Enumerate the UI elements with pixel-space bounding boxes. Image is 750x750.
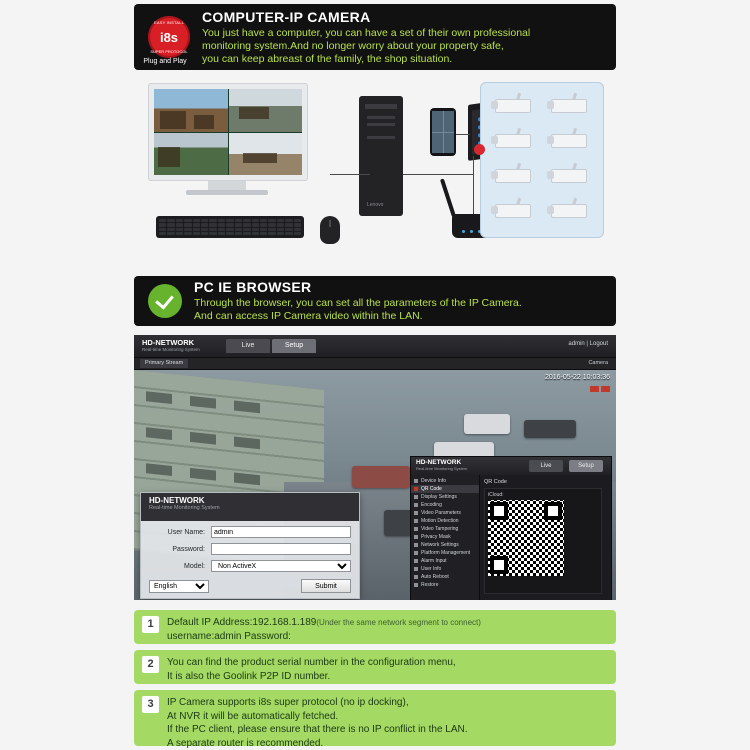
ip-camera — [487, 126, 541, 159]
browser-logo — [142, 338, 200, 352]
banner-camera-title: COMPUTER-IP CAMERA — [202, 8, 371, 25]
username-input[interactable] — [211, 526, 351, 538]
ip-camera — [543, 91, 597, 124]
bullet-icon — [414, 551, 418, 555]
bullet-icon — [414, 495, 418, 499]
username-row — [149, 526, 351, 538]
ip-camera — [543, 196, 597, 229]
banner-camera-line-1: You just have a computer, you can have a set of their own professional — [202, 26, 531, 39]
menu-item-label: Privacy Mask — [421, 534, 451, 540]
setup-window-body — [411, 475, 611, 600]
step-1-muted: (Under the same network segment to connect) — [316, 618, 481, 627]
banner-computer-ip-camera — [134, 4, 616, 70]
badge-bottom-text: SUPER PROTOCOL — [150, 49, 188, 54]
step-1-main: Default IP Address:192.168.1.189 — [167, 617, 317, 628]
bullet-icon — [414, 527, 418, 531]
step-3-line-2: At NVR it will be automatically fetched. — [167, 710, 339, 722]
camera-label: Camera — [588, 360, 608, 366]
badge-top-text: EASY INSTALL — [153, 20, 185, 25]
setup-content — [480, 475, 611, 600]
setup-window-logo — [416, 459, 467, 471]
model-row — [149, 560, 351, 572]
stream-selector[interactable]: Primary Stream — [140, 359, 188, 368]
setup-menu — [411, 475, 480, 600]
flag-indicators — [590, 386, 610, 392]
cable-nvr-router — [473, 156, 474, 214]
menu-item-label: Restore — [421, 582, 439, 588]
step-3-main: IP Camera supports i8s super protocol (no ip docking), — [167, 697, 409, 708]
vehicle — [464, 414, 510, 434]
banner-camera-line-3: you can keep abreast of the family, the shop situation. — [202, 52, 453, 65]
vehicle — [524, 420, 576, 438]
step-2 — [134, 650, 616, 684]
pc-tower — [359, 96, 403, 216]
video-timestamp: 2016-05-22 10:03:36 — [545, 374, 610, 381]
username-label: User Name: — [167, 528, 205, 536]
submit-button[interactable]: Submit — [301, 579, 351, 593]
menu-item-display-settings[interactable] — [411, 493, 479, 501]
step-2-number: 2 — [142, 656, 159, 673]
banner-camera-line-2: monitoring system.And no longer worry about your property safe, — [202, 39, 504, 52]
bullet-icon — [414, 511, 418, 515]
live-video-area — [134, 370, 616, 600]
login-footer — [149, 579, 351, 593]
menu-item-user-info[interactable] — [411, 565, 479, 573]
login-header — [141, 493, 359, 521]
menu-item-label: User Info — [421, 566, 442, 572]
bullet-icon — [414, 535, 418, 539]
banner-browser-line-1: Through the browser, you can set all the parameters of the IP Camera. — [194, 297, 522, 309]
menu-item-label: Video Parameters — [421, 510, 461, 516]
camera-tile-4 — [229, 133, 303, 176]
qr-panel — [484, 488, 602, 594]
tab-setup[interactable]: Setup — [272, 339, 316, 353]
setup-content-title: QR Code — [484, 479, 507, 485]
smartphone — [430, 108, 456, 156]
mouse — [320, 216, 340, 244]
bullet-icon — [414, 479, 418, 483]
menu-item-label: Platform Management — [421, 550, 471, 556]
qr-label: iCloud: — [488, 492, 504, 498]
step-2-main: You can find the product serial number in the configuration menu, — [167, 657, 456, 668]
ip-camera — [543, 126, 597, 159]
setup-window — [410, 456, 612, 600]
step-2-text — [167, 656, 456, 683]
banner-browser-line-2: And can access IP Camera video within the LAN. — [194, 310, 423, 322]
browser-screenshot — [134, 335, 616, 600]
step-2-line-2: It is also the Goolink P2P ID number. — [167, 670, 331, 682]
step-3-number: 3 — [142, 696, 159, 713]
ip-camera — [543, 161, 597, 194]
login-dialog — [140, 492, 360, 599]
banner-camera-body — [202, 9, 616, 66]
menu-item-label: Auto Reboot — [421, 574, 449, 580]
camera-tile-1 — [154, 89, 228, 132]
menu-item-restore[interactable] — [411, 581, 479, 589]
banner-browser-body — [194, 279, 616, 323]
menu-item-platform-management[interactable] — [411, 549, 479, 557]
password-label: Password: — [172, 545, 205, 553]
ip-camera — [487, 196, 541, 229]
bullet-icon — [414, 583, 418, 587]
monitor-screen — [154, 89, 302, 175]
check-icon — [148, 284, 182, 318]
menu-item-label: Display Settings — [421, 494, 457, 500]
setup-window-tab-live[interactable]: Live — [529, 460, 563, 472]
vehicle — [352, 466, 410, 488]
menu-item-video-parameters[interactable] — [411, 509, 479, 517]
model-select[interactable] — [211, 560, 351, 572]
menu-item-label: Encoding — [421, 502, 442, 508]
menu-item-alarm-input[interactable] — [411, 557, 479, 565]
bullet-icon — [414, 543, 418, 547]
bullet-icon — [414, 575, 418, 579]
menu-item-network-settings[interactable] — [411, 541, 479, 549]
plug-and-play-caption: Plug and Play — [143, 58, 187, 65]
i8s-badge — [148, 16, 190, 58]
router-antenna-left — [440, 178, 456, 217]
step-1-text — [167, 616, 481, 643]
browser-logo-sub: Real-time Monitoring System — [142, 347, 200, 352]
menu-item-privacy-mask[interactable] — [411, 533, 479, 541]
step-3-line-4: A separate router is recommended. — [167, 737, 324, 749]
bullet-icon — [414, 559, 418, 563]
camera-tile-3 — [154, 133, 228, 176]
keyboard — [156, 216, 304, 238]
menu-item-label: Alarm Input — [421, 558, 447, 564]
ip-camera — [487, 161, 541, 194]
menu-item-label: QR Code — [421, 486, 442, 492]
tab-live[interactable]: Live — [226, 339, 270, 353]
setup-window-tab-setup[interactable]: Setup — [569, 460, 603, 472]
menu-item-encoding[interactable] — [411, 501, 479, 509]
browser-topbar — [134, 335, 616, 358]
step-1 — [134, 610, 616, 644]
monitor — [148, 83, 308, 181]
password-row — [149, 543, 351, 555]
menu-item-label: Network Settings — [421, 542, 459, 548]
camera-tile-2 — [229, 89, 303, 132]
step-1-line-2: username:admin Password: — [167, 630, 291, 642]
step-3-line-3: If the PC client, please ensure that there is no IP conflict in the LAN. — [167, 724, 468, 735]
setup-window-logo-sub: Real-time Monitoring System — [416, 466, 468, 471]
bullet-icon — [414, 487, 418, 491]
badge-main-text: i8s — [159, 29, 179, 45]
menu-item-label: Video Tampering — [421, 526, 459, 532]
system-diagram — [134, 78, 616, 260]
pc-tower-brand: Lenovo — [367, 202, 384, 208]
connection-dot — [474, 144, 485, 155]
setup-window-logo-text: HD-NETWORK — [416, 459, 462, 466]
bullet-icon — [414, 567, 418, 571]
bullet-icon — [414, 519, 418, 523]
setup-window-topbar — [411, 457, 611, 475]
menu-item-motion-detection[interactable] — [411, 517, 479, 525]
step-3-text — [167, 696, 468, 750]
menu-item-device-info[interactable] — [411, 477, 479, 485]
cable-tower-nvr — [403, 174, 473, 175]
cable-monitor-tower — [330, 174, 370, 175]
ip-camera-array — [480, 82, 604, 238]
banner-browser-title: PC IE BROWSER — [194, 279, 312, 295]
model-label: Model: — [183, 562, 205, 570]
menu-item-qr-code[interactable] — [411, 485, 479, 493]
bullet-icon — [414, 503, 418, 507]
user-logout-link[interactable]: admin | Logout — [568, 341, 608, 347]
menu-item-label: Motion Detection — [421, 518, 459, 524]
menu-item-video-tampering[interactable] — [411, 525, 479, 533]
smartphone-screen — [432, 111, 454, 153]
browser-logo-text: HD-NETWORK — [142, 338, 195, 347]
login-title: HD-NETWORK — [149, 496, 205, 505]
menu-item-auto-reboot[interactable] — [411, 573, 479, 581]
language-select[interactable] — [149, 580, 209, 593]
monitor-base — [186, 190, 268, 195]
qr-code-image — [488, 500, 564, 576]
step-1-number: 1 — [142, 616, 159, 633]
login-subtitle: Real-time Monitoring System — [149, 505, 220, 511]
banner-pc-ie-browser — [134, 276, 616, 326]
browser-substrip — [134, 358, 616, 370]
step-3 — [134, 690, 616, 749]
ip-camera — [487, 91, 541, 124]
password-input[interactable] — [211, 543, 351, 555]
menu-item-label: Device Info — [421, 478, 447, 484]
cable-phone-nvr — [456, 134, 470, 135]
